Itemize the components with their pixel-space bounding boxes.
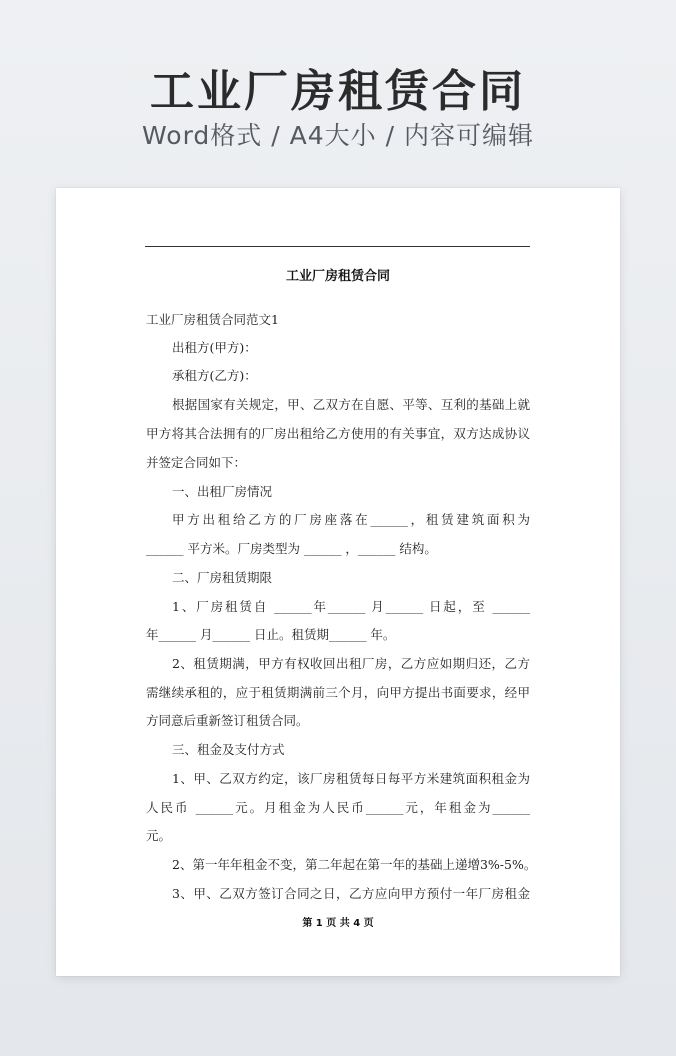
doc-line-lessee: 承租方(乙方)：	[172, 368, 257, 383]
doc-line: 方同意后重新签订租赁合同。	[146, 713, 309, 728]
header-rule	[145, 246, 530, 247]
banner-title: 工业厂房租赁合同	[150, 66, 526, 117]
doc-line: 人民币 ______元。月租金为人民币______元，年租金为______	[146, 800, 530, 815]
document-page	[56, 188, 620, 976]
section-heading: 一、出租厂房情况	[172, 484, 273, 499]
section-heading: 三、租金及支付方式	[172, 742, 285, 757]
doc-line: 根据国家有关规定，甲、乙双方在自愿、平等、互利的基础上就	[172, 397, 530, 412]
doc-line: 甲方将其合法拥有的厂房出租给乙方使用的有关事宜，双方达成协议	[146, 426, 530, 441]
doc-line: 并签定合同如下：	[146, 455, 247, 470]
doc-line: 3、甲、乙双方签订合同之日，乙方应向甲方预付一年厂房租金	[172, 886, 530, 901]
doc-line: 1、厂房租赁自 ______年______ 月______ 日起，至 ______	[172, 599, 530, 614]
document-title: 工业厂房租赁合同	[285, 269, 390, 284]
doc-line: 1、甲、乙双方约定，该厂房租赁每日每平方米建筑面积租金为	[172, 771, 530, 786]
banner	[0, 0, 676, 180]
doc-line: 年______ 月______ 日止。租赁期______ 年。	[146, 627, 396, 642]
doc-line: 元。	[146, 828, 172, 843]
banner-subtitle: Word格式 / A4大小 / 内容可编辑	[142, 121, 534, 150]
doc-line-lessor: 出租方(甲方)：	[172, 340, 257, 355]
section-heading: 二、厂房租赁期限	[172, 570, 273, 585]
doc-line: 2、第一年年租金不变，第二年起在第一年的基础上递增3%-5%。	[172, 857, 537, 872]
doc-line: ______ 平方米。厂房类型为 ______ ，______ 结构。	[146, 541, 437, 556]
doc-line-heading: 工业厂房租赁合同范文1	[146, 312, 279, 327]
doc-line: 甲方出租给乙方的厂房座落在______，租赁建筑面积为	[172, 512, 530, 527]
page-footer: 第 1 页 共 4 页	[302, 918, 374, 929]
doc-line: 需继续承租的，应于租赁期满前三个月，向甲方提出书面要求，经甲	[146, 685, 530, 700]
doc-line: 2、租赁期满，甲方有权收回出租厂房，乙方应如期归还，乙方	[172, 656, 530, 671]
